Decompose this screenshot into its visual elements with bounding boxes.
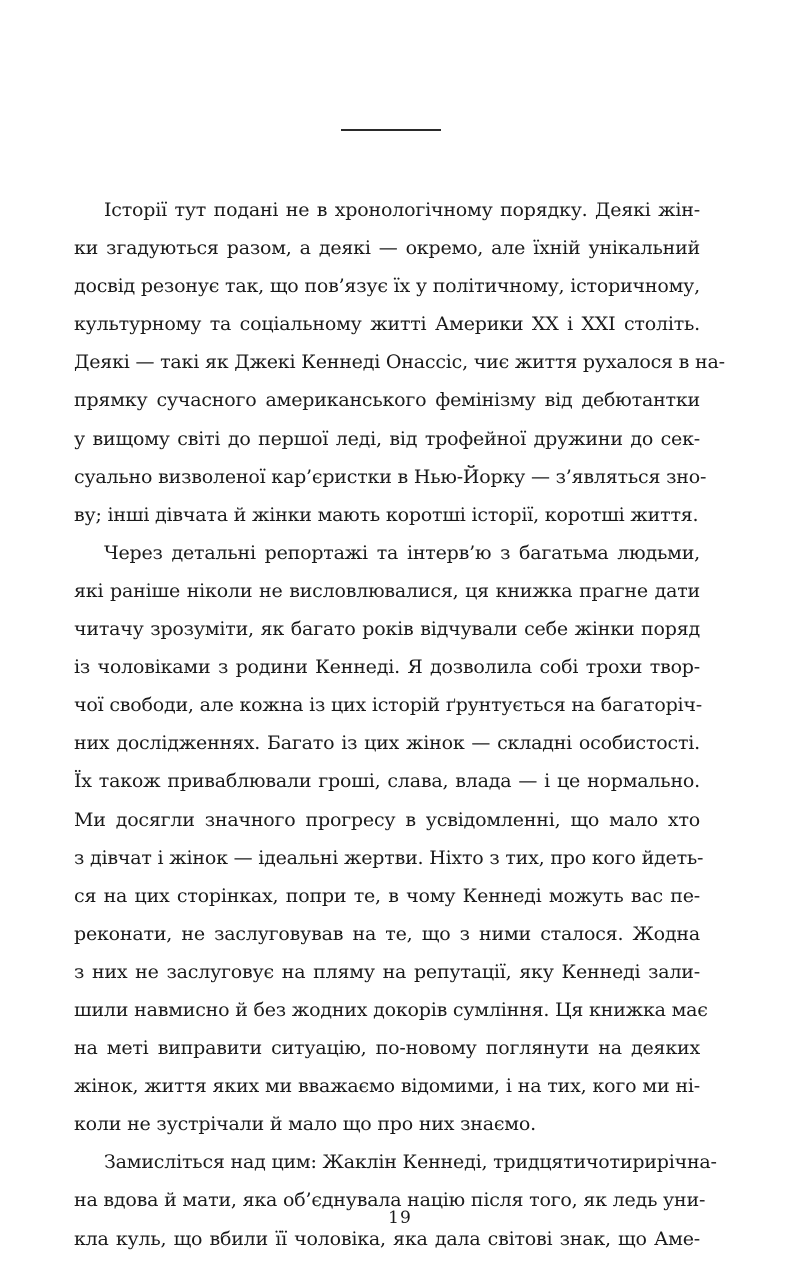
text-line: у вищому світі до першої леді, від трофейної дружини до сек-	[74, 427, 700, 450]
text-line: шили навмисно й без жодних докорів сумління. Ця книжка має	[74, 998, 708, 1021]
text-line: ки згадуються разом, а деякі — окремо, але їхній унікальний	[74, 237, 700, 260]
text-line: Ми досягли значного прогресу в усвідомленні, що мало хто	[74, 808, 700, 831]
text-line: суально визволеної кар’єристки в Нью-Йорку — з’являться зно-	[74, 465, 707, 488]
text-line: них дослідженнях. Багато із цих жінок — складні особистості.	[74, 732, 700, 755]
text-line: чої свободи, але кожна із цих історій ґрунтується на багаторіч-	[74, 694, 703, 717]
text-line: на вдова й мати, яка об’єднувала націю після того, як ледь уни-	[74, 1189, 706, 1212]
section-divider-rule	[341, 129, 441, 131]
text-line: Через детальні репортажі та інтерв’ю з багатьма людьми,	[104, 541, 700, 564]
text-line: на меті виправити ситуацію, по-новому поглянути на деяких	[74, 1037, 700, 1060]
text-line: прямку сучасного американського фемінізму від дебютантки	[74, 389, 700, 412]
text-line: досвід резонує так, що пов’язує їх у політичному, історичному,	[74, 275, 700, 298]
text-line: Замисліться над цим: Жаклін Кеннеді, тридцятичотирирічна-	[104, 1151, 717, 1174]
text-line: ся на цих сторінках, попри те, в чому Кеннеді можуть вас пе-	[74, 884, 700, 907]
text-line: Їх також приваблювали гроші, слава, влада — і це нормально.	[74, 770, 700, 793]
text-line: з них не заслуговує на пляму на репутації, яку Кеннеді зали-	[74, 960, 700, 983]
text-line: які раніше ніколи не висловлювалися, ця книжка прагне дати	[74, 579, 700, 602]
text-line: читачу зрозуміти, як багато років відчували себе жінки поряд	[74, 618, 700, 641]
text-line: жінок, життя яких ми вважаємо відомими, і на тих, кого ми ні-	[74, 1075, 700, 1098]
text-line: коли не зустрічали й мало що про них знаємо.	[74, 1113, 536, 1136]
page-number: 19	[388, 1208, 412, 1228]
text-line: Деякі — такі як Джекі Кеннеді Онассіс, чиє життя рухалося в на-	[74, 351, 725, 374]
text-line: ву; інші дівчата й жінки мають коротші історії, коротші життя.	[74, 503, 699, 526]
text-line: культурному та соціальному житті Америки XX і XXI століть.	[74, 313, 700, 336]
text-line: з дівчат і жінок — ідеальні жертви. Ніхто з тих, про кого йдеть-	[74, 846, 704, 869]
body-text	[74, 191, 725, 1258]
text-line: із чоловіками з родини Кеннеді. Я дозволила собі трохи твор-	[74, 656, 700, 679]
text-line: Історії тут подані не в хронологічному порядку. Деякі жін-	[104, 199, 700, 221]
text-line: реконати, не заслуговував на те, що з ними сталося. Жодна	[74, 922, 700, 945]
text-line: кла куль, що вбили її чоловіка, яка дала світові знак, що Аме-	[74, 1227, 700, 1250]
